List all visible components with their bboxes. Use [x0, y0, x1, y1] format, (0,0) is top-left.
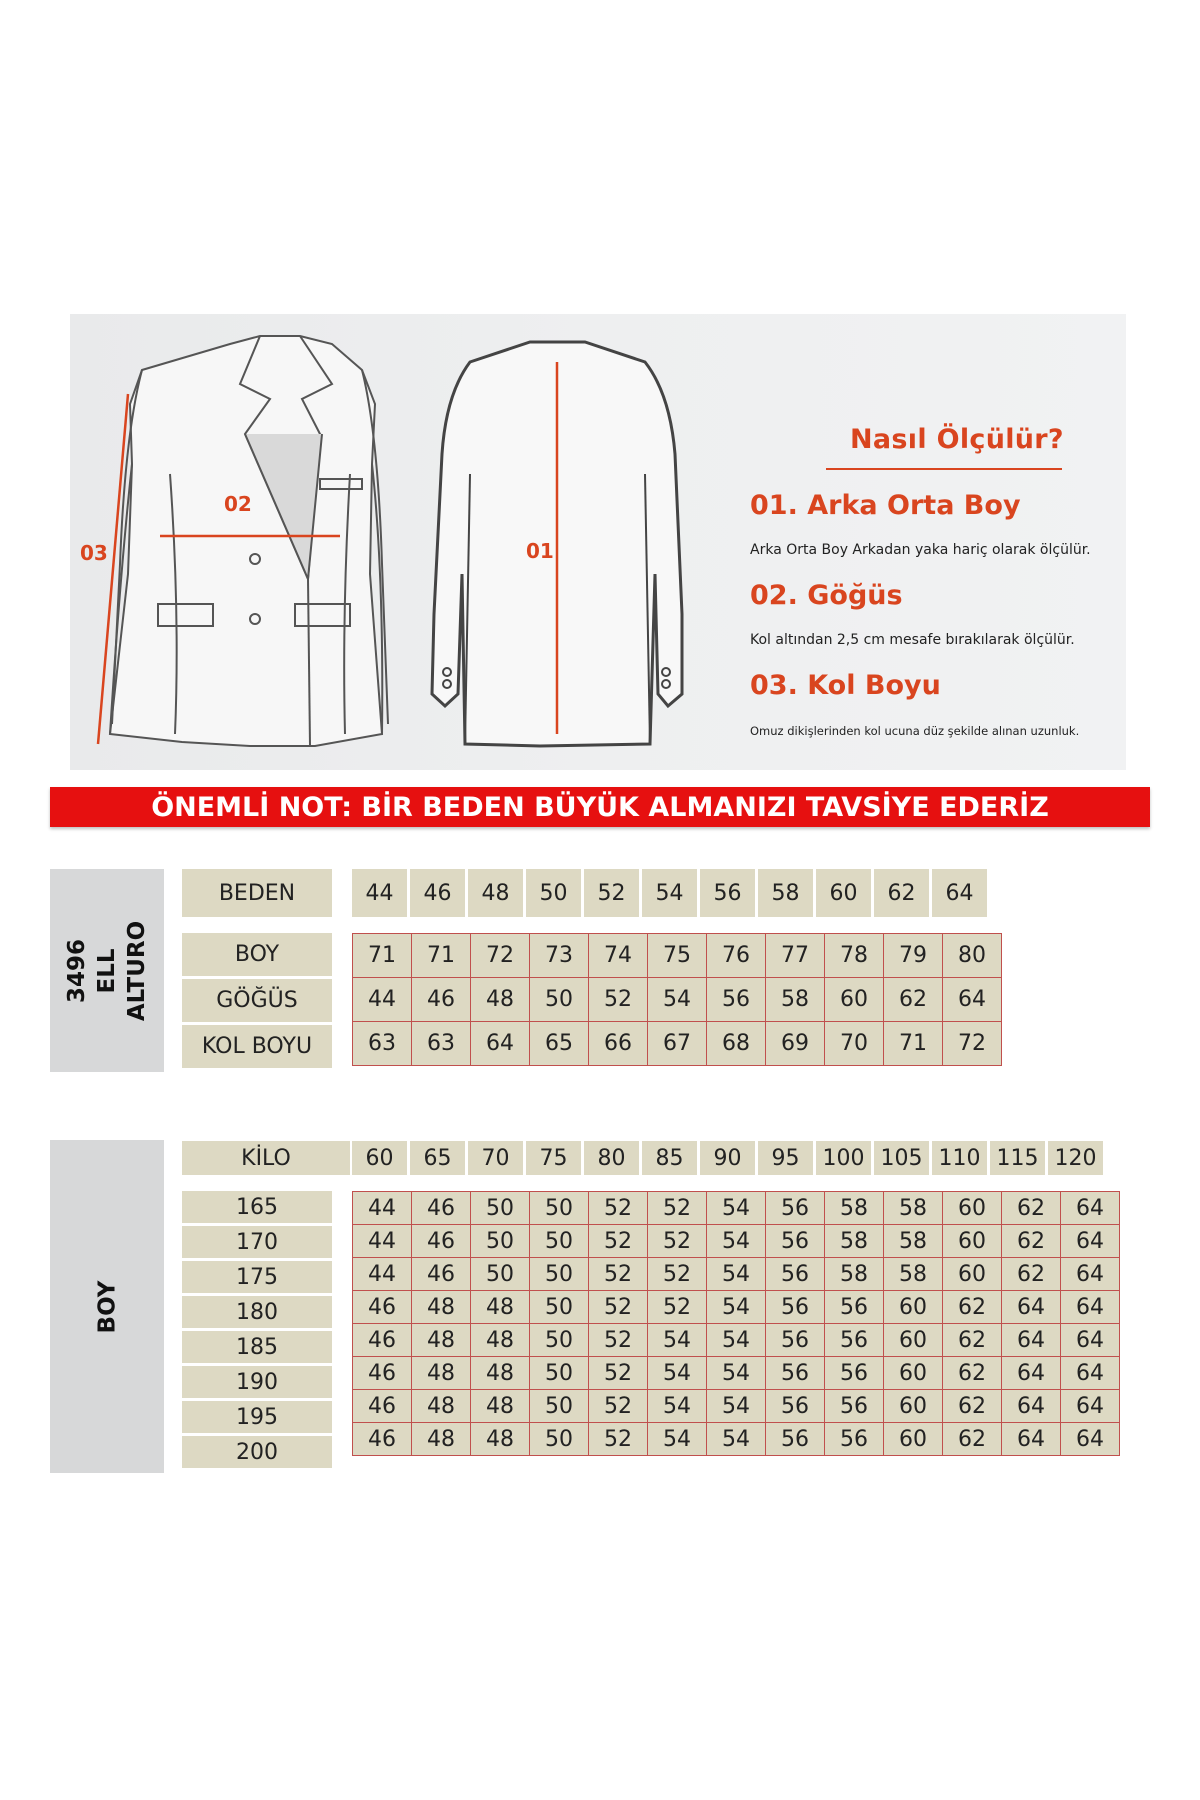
size-fit-table [352, 1191, 1120, 1456]
table-cell: 72 [471, 934, 530, 978]
size-measurement-table [352, 933, 1002, 1066]
table-cell: 60 [884, 1357, 943, 1390]
table-cell: 52 [589, 1423, 648, 1456]
table-cell: 64 [1002, 1324, 1061, 1357]
table-cell: 46 [412, 1192, 471, 1225]
table-cell: 64 [1061, 1291, 1120, 1324]
table-cell: 48 [412, 1324, 471, 1357]
table-cell: 50 [530, 1357, 589, 1390]
table-cell: 46 [353, 1324, 412, 1357]
column-header-cell: 48 [468, 869, 526, 917]
table-cell: 44 [353, 1225, 412, 1258]
table-cell: 56 [766, 1192, 825, 1225]
table-cell: 56 [766, 1291, 825, 1324]
front-jacket-drawing [110, 336, 388, 746]
table-cell: 71 [412, 934, 471, 978]
important-note-banner: ÖNEMLİ NOT: BİR BEDEN BÜYÜK ALMANIZI TAVSİYE EDERİZ [50, 787, 1150, 827]
column-header-cell: 75 [526, 1141, 584, 1175]
table-cell: 48 [471, 1423, 530, 1456]
table-cell: 60 [884, 1423, 943, 1456]
column-header-cell: 64 [932, 869, 990, 917]
table-cell: 50 [471, 1225, 530, 1258]
column-header-cell: 105 [874, 1141, 932, 1175]
table-cell: 48 [471, 1390, 530, 1423]
table-cell: 54 [648, 1423, 707, 1456]
table-cell: 56 [825, 1423, 884, 1456]
table-cell: 62 [943, 1357, 1002, 1390]
table-cell: 72 [943, 1022, 1002, 1066]
table-row [353, 1390, 1120, 1423]
row-label-cell: GÖĞÜS [182, 979, 332, 1025]
table-cell: 77 [766, 934, 825, 978]
table-cell: 50 [530, 1324, 589, 1357]
table-cell: 62 [943, 1390, 1002, 1423]
column-header-cell: 70 [468, 1141, 526, 1175]
table-cell: 54 [707, 1423, 766, 1456]
table-cell: 48 [412, 1357, 471, 1390]
table-cell: 46 [353, 1357, 412, 1390]
table-cell: 64 [1061, 1225, 1120, 1258]
table-cell: 48 [471, 1357, 530, 1390]
step-sleeve-title: 03. Kol Boyu [750, 670, 941, 701]
row-label-cell: 190 [182, 1366, 332, 1401]
table-row [353, 1291, 1120, 1324]
beden-header-label: BEDEN [182, 869, 332, 917]
table-cell: 46 [412, 1258, 471, 1291]
table-cell: 46 [353, 1390, 412, 1423]
table-cell: 66 [589, 1022, 648, 1066]
table-cell: 50 [530, 1390, 589, 1423]
table-cell: 56 [825, 1357, 884, 1390]
table-cell: 54 [648, 1324, 707, 1357]
table-cell: 62 [884, 978, 943, 1022]
table-cell: 67 [648, 1022, 707, 1066]
table-cell: 54 [648, 978, 707, 1022]
size-header-row [352, 869, 990, 917]
table-cell: 58 [825, 1258, 884, 1291]
table-row [353, 1022, 1002, 1066]
table-cell: 50 [471, 1258, 530, 1291]
table-cell: 74 [589, 934, 648, 978]
column-header-cell: 58 [758, 869, 816, 917]
table-cell: 56 [825, 1390, 884, 1423]
table-cell: 48 [471, 978, 530, 1022]
table-cell: 54 [707, 1357, 766, 1390]
table-cell: 76 [707, 934, 766, 978]
column-header-cell: 85 [642, 1141, 700, 1175]
table-cell: 46 [412, 978, 471, 1022]
step-sleeve-desc: Omuz dikişlerinden kol ucuna düz şekilde alınan uzunluk. [750, 724, 1080, 738]
table-cell: 56 [766, 1258, 825, 1291]
table-cell: 52 [589, 1258, 648, 1291]
weight-header-label-cell [182, 1141, 350, 1175]
table-cell: 64 [1002, 1423, 1061, 1456]
table-cell: 62 [943, 1291, 1002, 1324]
table-row [353, 1192, 1120, 1225]
table-cell: 63 [412, 1022, 471, 1066]
table-cell: 60 [943, 1258, 1002, 1291]
table-cell: 48 [412, 1390, 471, 1423]
table-cell: 52 [589, 1291, 648, 1324]
table-cell: 52 [648, 1291, 707, 1324]
column-header-cell: 54 [642, 869, 700, 917]
table-cell: 79 [884, 934, 943, 978]
height-side-text: BOY [93, 1280, 120, 1333]
table-cell: 64 [1061, 1357, 1120, 1390]
row-label-cell: 170 [182, 1226, 332, 1261]
table-cell: 50 [530, 1258, 589, 1291]
product-code-side-label [50, 869, 164, 1072]
table-cell: 64 [1002, 1390, 1061, 1423]
table-cell: 46 [412, 1225, 471, 1258]
table-cell: 58 [884, 1258, 943, 1291]
table-cell: 54 [707, 1291, 766, 1324]
table-cell: 58 [825, 1192, 884, 1225]
row-label-cell: 175 [182, 1261, 332, 1296]
table-cell: 71 [353, 934, 412, 978]
row-label-cell: 185 [182, 1331, 332, 1366]
table-cell: 73 [530, 934, 589, 978]
table-cell: 56 [766, 1390, 825, 1423]
table-cell: 56 [766, 1225, 825, 1258]
table-cell: 58 [884, 1192, 943, 1225]
step-chest-desc: Kol altından 2,5 cm mesafe bırakılarak ölçülür. [750, 632, 1075, 648]
row-label-cell: 195 [182, 1401, 332, 1436]
table-row [353, 1423, 1120, 1456]
table-cell: 64 [1061, 1324, 1120, 1357]
table-cell: 48 [471, 1291, 530, 1324]
table-cell: 52 [589, 1192, 648, 1225]
column-header-cell: 60 [352, 1141, 410, 1175]
table-cell: 69 [766, 1022, 825, 1066]
column-header-cell: 50 [526, 869, 584, 917]
table-cell: 64 [1061, 1192, 1120, 1225]
table-cell: 68 [707, 1022, 766, 1066]
row-label-cell: 165 [182, 1191, 332, 1226]
table-row [353, 978, 1002, 1022]
table-cell: 56 [766, 1423, 825, 1456]
table-cell: 60 [884, 1291, 943, 1324]
table-cell: 50 [530, 1192, 589, 1225]
table-cell: 54 [648, 1390, 707, 1423]
table-row [353, 1258, 1120, 1291]
column-header-cell: 90 [700, 1141, 758, 1175]
table-cell: 56 [825, 1324, 884, 1357]
table-cell: 50 [530, 1225, 589, 1258]
table-cell: 54 [648, 1357, 707, 1390]
table-cell: 54 [707, 1258, 766, 1291]
table-cell: 60 [943, 1225, 1002, 1258]
product-code-text: 3496 ELL ALTURO [64, 920, 150, 1021]
table-cell: 44 [353, 978, 412, 1022]
table-cell: 64 [471, 1022, 530, 1066]
table-cell: 50 [530, 978, 589, 1022]
table-cell: 71 [884, 1022, 943, 1066]
table-cell: 60 [825, 978, 884, 1022]
table-row [353, 934, 1002, 978]
table-cell: 54 [707, 1324, 766, 1357]
table-cell: 78 [825, 934, 884, 978]
column-header-cell: 95 [758, 1141, 816, 1175]
table-cell: 75 [648, 934, 707, 978]
column-header-cell: 56 [700, 869, 758, 917]
column-header-cell: 52 [584, 869, 642, 917]
guide-title: Nasıl Ölçülür? [850, 424, 1064, 455]
table-cell: 56 [766, 1357, 825, 1390]
table-cell: 58 [825, 1225, 884, 1258]
table-cell: 52 [589, 1390, 648, 1423]
column-header-cell: 115 [990, 1141, 1048, 1175]
table-cell: 54 [707, 1225, 766, 1258]
table-cell: 46 [353, 1291, 412, 1324]
table-cell: 44 [353, 1258, 412, 1291]
table-cell: 52 [589, 1225, 648, 1258]
column-header-cell: 65 [410, 1141, 468, 1175]
table-cell: 64 [1002, 1291, 1061, 1324]
table-cell: 48 [471, 1324, 530, 1357]
step-back-length-title: 01. Arka Orta Boy [750, 490, 1021, 521]
column-header-cell: 80 [584, 1141, 642, 1175]
table-cell: 62 [1002, 1225, 1061, 1258]
column-header-cell: 44 [352, 869, 410, 917]
table-cell: 58 [884, 1225, 943, 1258]
table-cell: 50 [530, 1423, 589, 1456]
column-header-cell: 62 [874, 869, 932, 917]
table-cell: 48 [412, 1291, 471, 1324]
table-cell: 52 [589, 978, 648, 1022]
size-row-labels [182, 933, 332, 1071]
table-row [353, 1225, 1120, 1258]
column-header-cell: 110 [932, 1141, 990, 1175]
table-cell: 52 [589, 1357, 648, 1390]
table-cell: 65 [530, 1022, 589, 1066]
table-cell: 54 [707, 1192, 766, 1225]
kilo-header-label: KİLO [182, 1141, 350, 1175]
table-cell: 46 [353, 1423, 412, 1456]
table-cell: 52 [648, 1225, 707, 1258]
row-label-cell: 200 [182, 1436, 332, 1471]
table-row [353, 1357, 1120, 1390]
table-cell: 52 [589, 1324, 648, 1357]
back-marker-label: 01 [526, 539, 554, 563]
table-cell: 64 [1002, 1357, 1061, 1390]
table-cell: 52 [648, 1258, 707, 1291]
step-back-length-desc: Arka Orta Boy Arkadan yaka hariç olarak ölçülür. [750, 542, 1091, 558]
table-cell: 64 [1061, 1390, 1120, 1423]
table-cell: 58 [766, 978, 825, 1022]
column-header-cell: 120 [1048, 1141, 1106, 1175]
table-cell: 56 [707, 978, 766, 1022]
table-row [353, 1324, 1120, 1357]
table-cell: 62 [1002, 1258, 1061, 1291]
measurement-guide-panel [70, 314, 1126, 770]
chest-marker-label: 02 [224, 492, 252, 516]
table-cell: 44 [353, 1192, 412, 1225]
row-label-cell: BOY [182, 933, 332, 979]
step-chest-title: 02. Göğüs [750, 580, 903, 611]
table-cell: 80 [943, 934, 1002, 978]
table-cell: 50 [530, 1291, 589, 1324]
table-cell: 56 [825, 1291, 884, 1324]
table-cell: 56 [766, 1324, 825, 1357]
column-header-cell: 60 [816, 869, 874, 917]
table-cell: 64 [1061, 1258, 1120, 1291]
height-side-label [50, 1140, 164, 1473]
table-cell: 60 [884, 1390, 943, 1423]
sleeve-marker-label: 03 [80, 541, 108, 565]
column-header-cell: 100 [816, 1141, 874, 1175]
height-row-labels [182, 1191, 332, 1471]
table-cell: 54 [707, 1390, 766, 1423]
table-cell: 64 [943, 978, 1002, 1022]
table-cell: 50 [471, 1192, 530, 1225]
table-cell: 62 [943, 1324, 1002, 1357]
weight-header-row [352, 1141, 1106, 1175]
table-cell: 60 [943, 1192, 1002, 1225]
guide-title-underline [826, 468, 1062, 470]
table-cell: 64 [1061, 1423, 1120, 1456]
table-cell: 52 [648, 1192, 707, 1225]
table-cell: 70 [825, 1022, 884, 1066]
table-cell: 62 [1002, 1192, 1061, 1225]
table-cell: 62 [943, 1423, 1002, 1456]
table-cell: 48 [412, 1423, 471, 1456]
table-cell: 63 [353, 1022, 412, 1066]
row-label-cell: KOL BOYU [182, 1025, 332, 1071]
table-cell: 60 [884, 1324, 943, 1357]
column-header-cell: 46 [410, 869, 468, 917]
row-label-cell: 180 [182, 1296, 332, 1331]
size-header-label-cell [182, 869, 332, 917]
